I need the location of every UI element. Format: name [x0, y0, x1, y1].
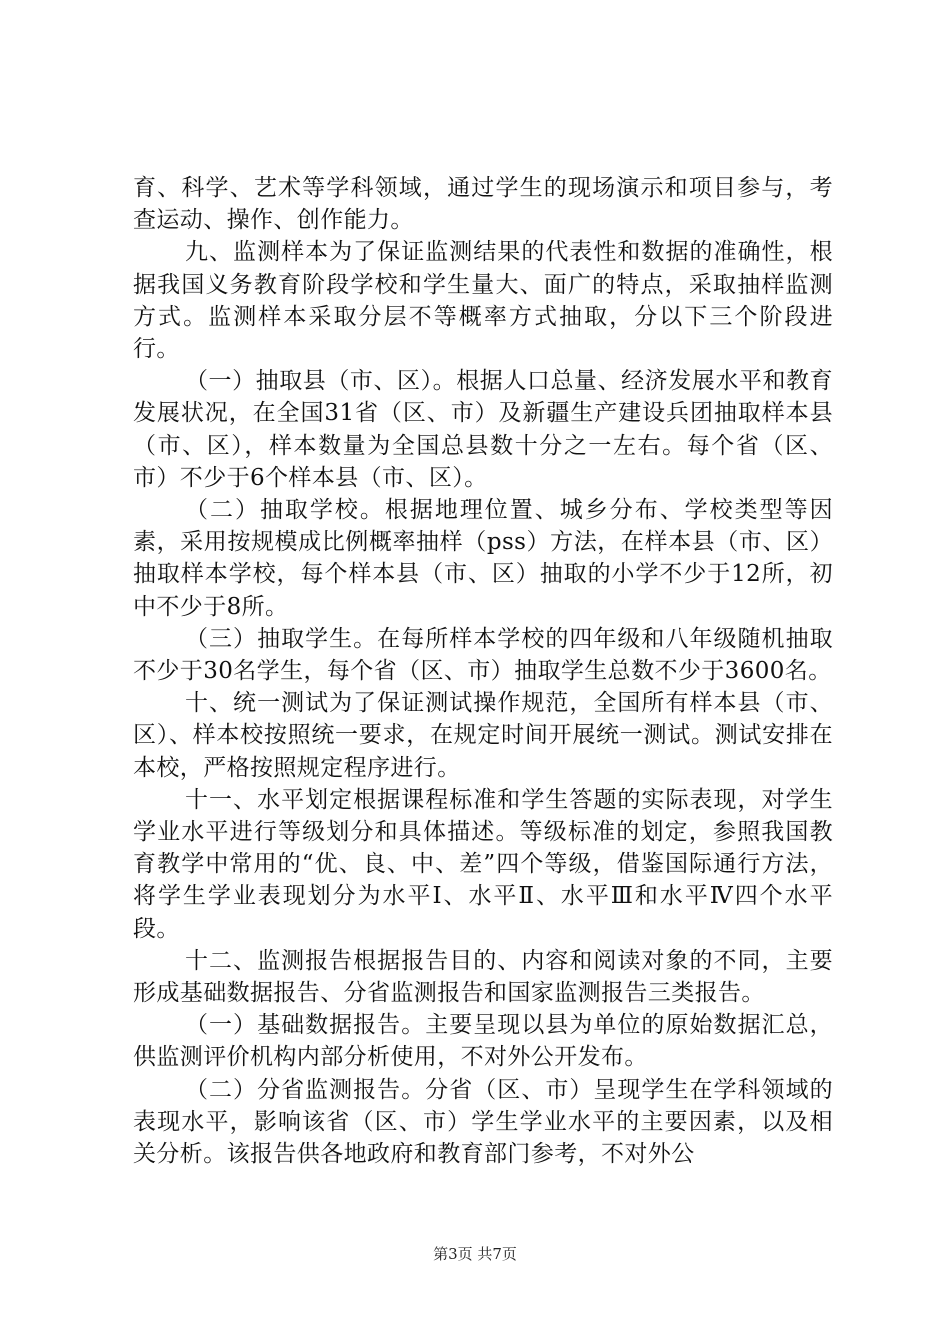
- paragraph-sample-students: （三）抽取学生。在每所样本学校的四年级和八年级随机抽取不少于30名学生，每个省（区、市）抽取学生总数不少于3600名。: [133, 625, 833, 685]
- paragraph-section-9: 九、监测样本为了保证监测结果的代表性和数据的准确性，根据我国义务教育阶段学校和学生量大、面广的特点，采取抽样监测方式。监测样本采取分层不等概率方式抽取，分以下三个阶段进行。: [133, 239, 833, 363]
- paragraph-section-11: 十一、水平划定根据课程标准和学生答题的实际表现，对学生学业水平进行等级划分和具体描述。等级标准的划定，参照我国教育教学中常用的“优、良、中、差”四个等级，借鉴国际通行方法，将学生学业表现划分为水平Ⅰ、水平Ⅱ、水平Ⅲ和水平Ⅳ四个水平段。: [133, 786, 833, 942]
- page-number-footer: 第3页 共7页: [433, 1245, 517, 1263]
- paragraph-provincial-report: （二）分省监测报告。分省（区、市）呈现学生在学科领域的表现水平，影响该省（区、市）学生学业水平的主要因素，以及相关分析。该报告供各地政府和教育部门参考，不对外公: [133, 1076, 833, 1168]
- paragraph-basic-data-report: （一）基础数据报告。主要呈现以县为单位的原始数据汇总，供监测评价机构内部分析使用，不对外公开发布。: [133, 1012, 833, 1071]
- paragraph-sample-schools: （二）抽取学校。根据地理位置、城乡分布、学校类型等因素，采用按规模成比例概率抽样（pss）方法，在样本县（市、区）抽取样本学校，每个样本县（市、区）抽取的小学不少于12所，初中不少于8所。: [133, 497, 833, 620]
- document-body: [133, 172, 833, 1170]
- paragraph-continuation: 育、科学、艺术等学科领域，通过学生的现场演示和项目参与，考查运动、操作、创作能力。: [133, 175, 833, 234]
- paragraph-sample-counties: （一）抽取县（市、区）。根据人口总量、经济发展水平和教育发展状况，在全国31省（区、市）及新疆生产建设兵团抽取样本县（市、区），样本数量为全国总县数十分之一左右。每个省（区、市）不少于6个样本县（市、区）。: [133, 368, 833, 491]
- paragraph-section-10: 十、统一测试为了保证测试操作规范，全国所有样本县（市、区）、样本校按照统一要求，在规定时间开展统一测试。测试安排在本校，严格按照规定程序进行。: [133, 690, 833, 781]
- paragraph-section-12: 十二、监测报告根据报告目的、内容和阅读对象的不同，主要形成基础数据报告、分省监测报告和国家监测报告三类报告。: [133, 947, 833, 1007]
